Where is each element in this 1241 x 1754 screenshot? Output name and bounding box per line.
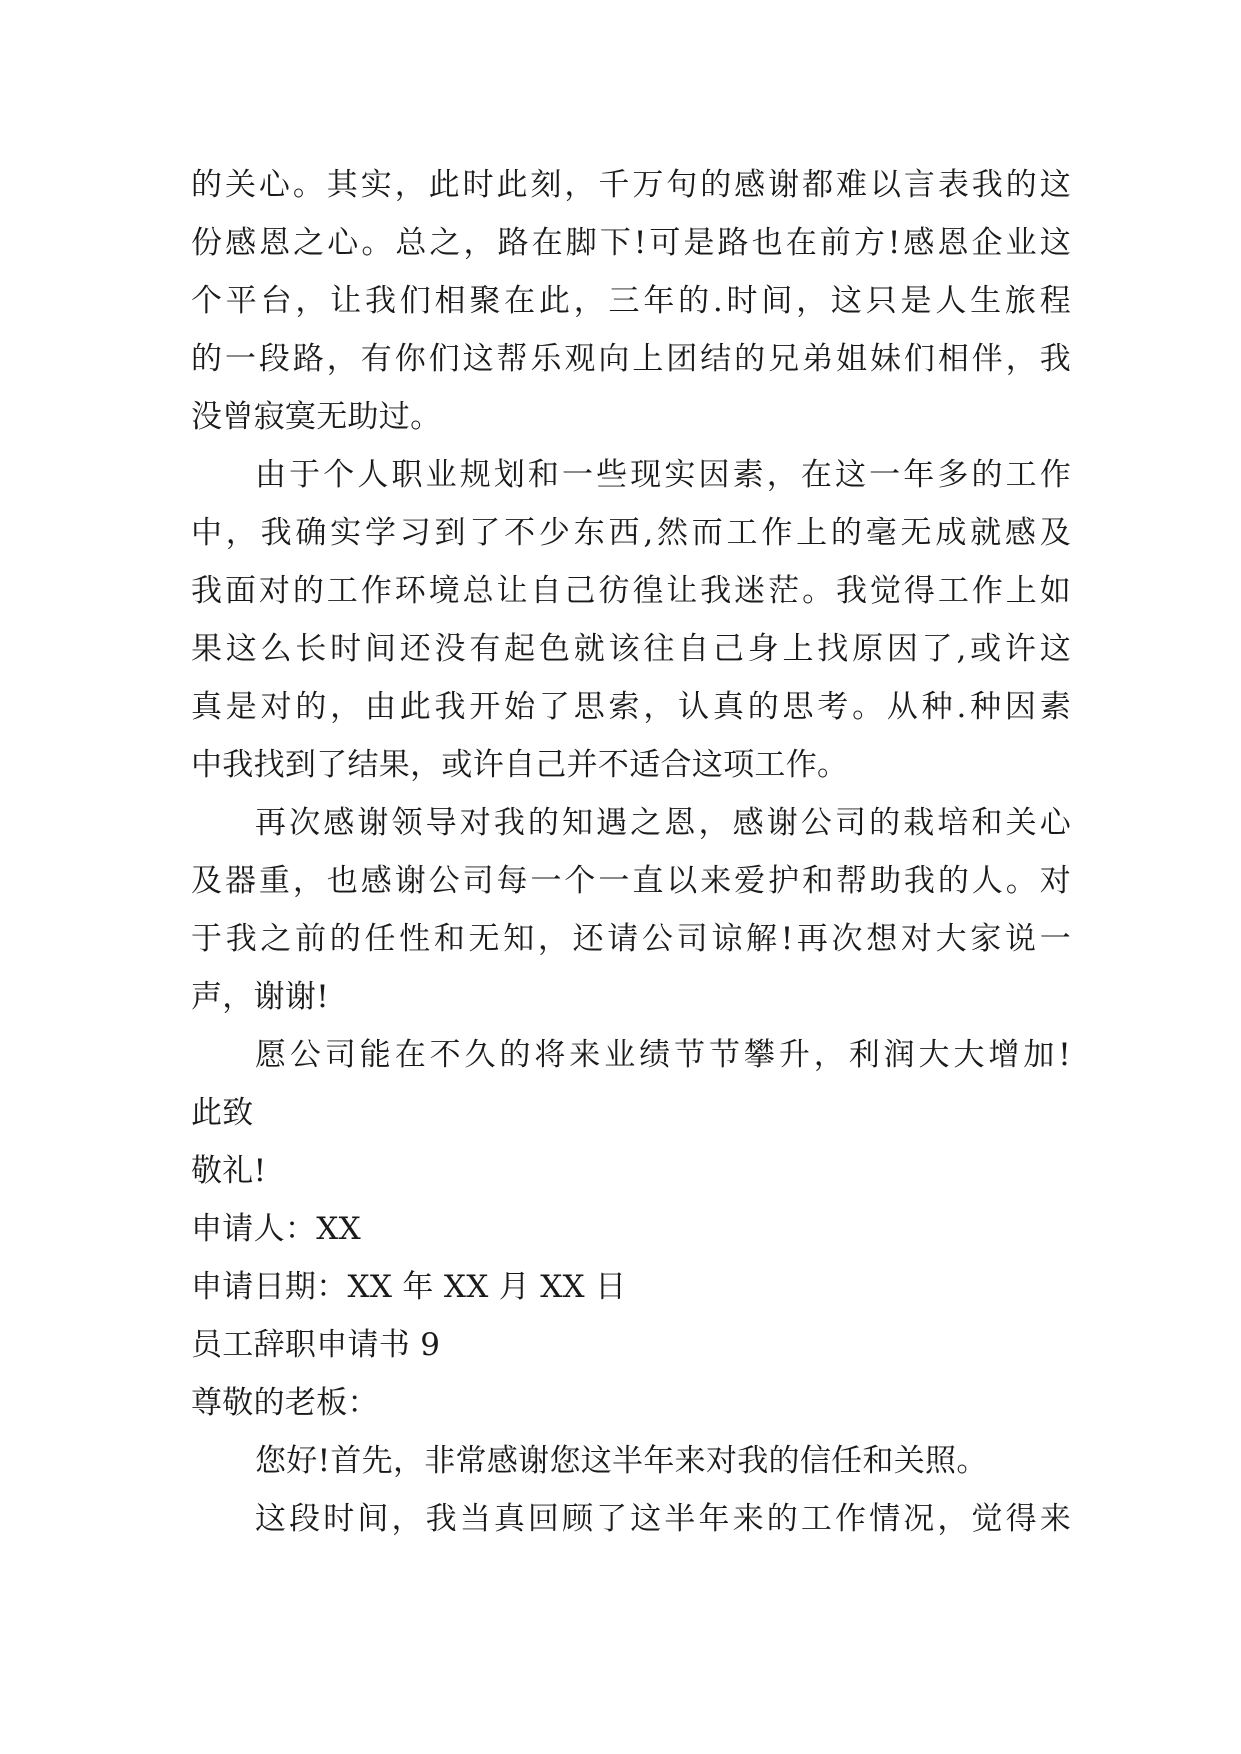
paragraph-line: 果这么长时间还没有起色就该往自己身上找原因了,或许这 [191, 631, 1071, 667]
greeting-line: 尊敬的老板： [191, 1385, 379, 1421]
paragraph-line: 这段时间，我当真回顾了这半年来的工作情况，觉得来 [255, 1501, 1071, 1537]
paragraph-line: 的一段路，有你们这帮乐观向上团结的兄弟姐妹们相伴，我 [191, 341, 1071, 377]
paragraph-line: 份感恩之心。总之，路在脚下!可是路也在前方!感恩企业这 [191, 225, 1071, 261]
paragraph-line: 我面对的工作环境总让自己彷徨让我迷茫。我觉得工作上如 [191, 573, 1071, 609]
paragraph-line: 中，我确实学习到了不少东西,然而工作上的毫无成就感及 [191, 515, 1071, 551]
applicant-line: 申请人：XX [191, 1211, 361, 1247]
closing-salutation: 此致 [191, 1095, 254, 1131]
paragraph-line: 真是对的，由此我开始了思索，认真的思考。从种.种因素 [191, 689, 1071, 725]
section-title: 员工辞职申请书 9 [191, 1327, 441, 1363]
paragraph-line: 再次感谢领导对我的知遇之恩，感谢公司的栽培和关心 [255, 805, 1071, 841]
paragraph-line: 您好!首先，非常感谢您这半年来对我的信任和关照。 [255, 1443, 988, 1479]
paragraph-line: 于我之前的任性和无知，还请公司谅解!再次想对大家说一 [191, 921, 1071, 957]
paragraph-line: 及器重，也感谢公司每一个一直以来爱护和帮助我的人。对 [191, 863, 1071, 899]
paragraph-line: 个平台，让我们相聚在此，三年的.时间，这只是人生旅程 [191, 283, 1071, 319]
paragraph-line: 没曾寂寞无助过。 [191, 399, 442, 435]
paragraph-line: 愿公司能在不久的将来业绩节节攀升，利润大大增加! [255, 1037, 1071, 1073]
paragraph-line: 的关心。其实，此时此刻，千万句的感谢都难以言表我的这 [191, 167, 1071, 203]
paragraph-line: 中我找到了结果，或许自己并不适合这项工作。 [191, 747, 849, 783]
paragraph-line: 由于个人职业规划和一些现实因素，在这一年多的工作 [255, 457, 1071, 493]
closing-regards: 敬礼! [191, 1153, 267, 1189]
application-date-line: 申请日期：XX 年 XX 月 XX 日 [191, 1269, 627, 1305]
paragraph-line: 声，谢谢! [191, 979, 329, 1015]
